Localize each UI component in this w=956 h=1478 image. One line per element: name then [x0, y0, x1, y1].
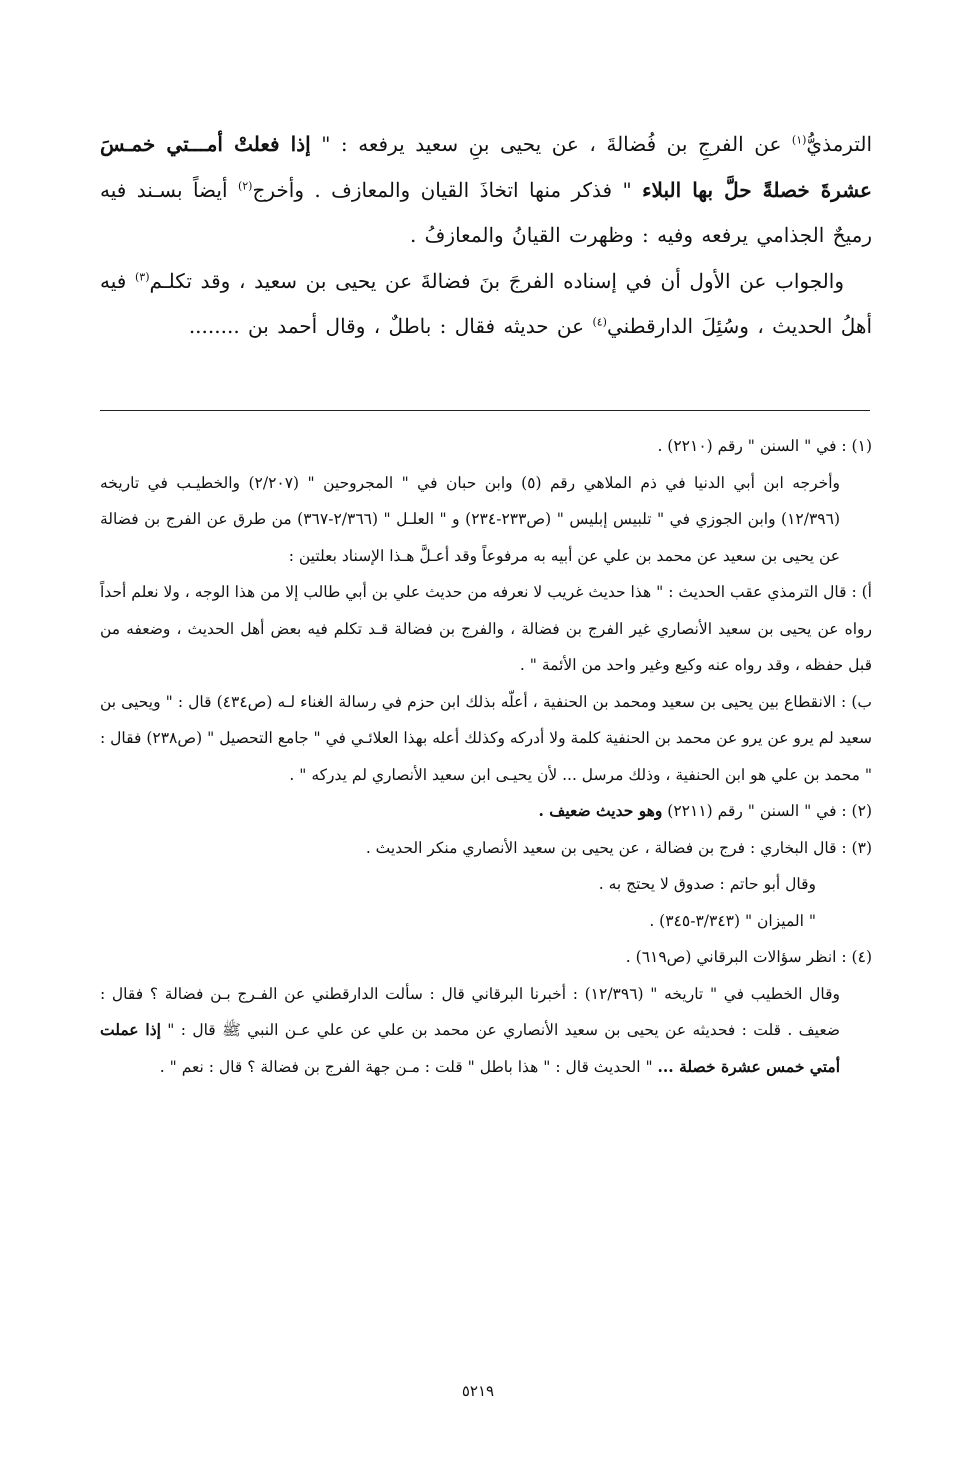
- text-run: (٢) : في " السنن " رقم (٢٢١١): [662, 802, 872, 820]
- footnote-ref-4: (٤): [592, 315, 607, 329]
- main-paragraph-2: [100, 259, 872, 350]
- footnote-ref-1: (١): [791, 133, 807, 147]
- text-run: " فذكر منها اتخاذَ القيان والمعازف . وأخرج: [252, 177, 643, 202]
- footnote-3-source: " الميزان " (٣/٣٤٣-٣٤٥) .: [649, 911, 816, 930]
- footnote-4: (٤) : انظر سؤالات البرقاني (ص٦١٩) .: [625, 948, 872, 966]
- footnote-divider: [100, 410, 870, 411]
- footnote-1-point-a: أ) : قال الترمذي عقب الحديث : " هذا حديث غريب لا نعرفه من حديث علي بن أبي طالب إلا من هذا الوجه ، ولا نعلم أحداً رواه عن يحيى بن سعيد الأنصاري غير الفرج بن فضالة ، والفرج بن فضالة قـد تكلم فيه بعض أهل الحديث ، وضعفه من قبل حفظه ، وقد رواه عنه وكيع وغير واحد من الأئمة " .: [100, 583, 872, 674]
- hadith-quote: إذا عملت أمتي خمس عشرة خصلة ...: [100, 1020, 840, 1076]
- text-run: أيضاً بسـند فيه رميحٌ الجذامي يرفعه وفيه : وظهرت القيانُ والمعازفُ .: [100, 177, 872, 247]
- footnote-ref-3: (٣): [134, 269, 150, 283]
- text-run: والجواب عن الأول أن في إسناده الفرجَ بنَ فضالةَ عن يحيى بن سعيد ، وقد تكلـم: [149, 268, 844, 293]
- footnote-3-detail: وقال أبو حاتم : صدوق لا يحتج به .: [598, 875, 816, 893]
- text-run: الترمذيُّ: [806, 132, 873, 156]
- text-run: عن حديثه فقال : باطلٌ ، وقال أحمد بن ........: [188, 314, 593, 338]
- footnote-3: (٣) : قال البخاري : فرج بن فضالة ، عن يحيى بن سعيد الأنصاري منكر الحديث .: [365, 838, 872, 857]
- main-paragraph-1: [100, 122, 872, 259]
- page-number: ٥٢١٩: [461, 1382, 495, 1400]
- text-run: " الحديث قال : " هذا باطل " قلت : مـن جهة الفرج بن فضالة ؟ قال : نعم " .: [159, 1057, 658, 1076]
- hadith-quote: إذا فعلتْ أمـــتي خمـسَ عشرةَ خصلةً حلَّ بها البلاء: [100, 132, 872, 202]
- footnote-2: [100, 793, 872, 830]
- footnote-1-detail: وأخرجه ابن أبي الدنيا في ذم الملاهي رقم (٥) وابن حبان في " المجروحين " (٢/٢٠٧) والخطيـب في تاريخه (١٢/٣٩٦) وابن الجوزي في " تلبيس إبليس " (ص٢٣٣-٢٣٤) و " العلـل " (٢/٣٦٦-٣٦٧) من طرق عن الفرج بن فضالة عن يحيى بن سعيد عن محمد بن علي عن أبيه به مرفوعاً وقد أعـلَّ هـذا الإسناد بعلتين :: [100, 473, 841, 565]
- text-run: وقال الخطيب في " تاريخه " (١٢/٣٩٦) : أخبرنا البرقاني قال : سألت الدارقطني عن الفـرج بـن فضالة ؟ فقال : ضعيف . قلت : فحديثه عن يحيى بن سعيد الأنصاري عن محمد بن علي عن علي عـن النبي ﷺ قال : ": [100, 984, 841, 1039]
- footnote-1-point-b: ب) : الانقطاع بين يحيى بن سعيد ومحمد بن الحنفية ، أعلّه بذلك ابن حزم في رسالة الغناء لـه (ص٤٣٤) قال : " ويحيى بن سعيد لم يرو عن يرو عن محمد بن الحنفية كلمة ولا أدركه وكذلك أعله بهذا العلائـي في " جامع التحصيل " (ص٢٣٨) فقال : " محمد بن علي هو ابن الحنفية ، وذلك مرسل ... لأن يحيـى ابن سعيد الأنصاري لم يدركه " .: [100, 692, 873, 784]
- grading-text: وهو حديث ضعيف .: [538, 801, 663, 820]
- footnote-ref-2: (٢): [237, 178, 253, 192]
- text-run: عن الفرجِ بن فُضالةَ ، عن يحيى بنِ سعيد يرفعه : ": [310, 132, 792, 156]
- footnote-1: (١) : في " السنن " رقم (٢٢١٠) .: [657, 437, 872, 455]
- text-run: فيه أهلُ الحديث ، وسُئِلَ الدارقطني: [100, 268, 872, 338]
- main-text: [100, 122, 872, 350]
- footnotes: [100, 428, 872, 1085]
- footnote-4-detail: [100, 976, 872, 1086]
